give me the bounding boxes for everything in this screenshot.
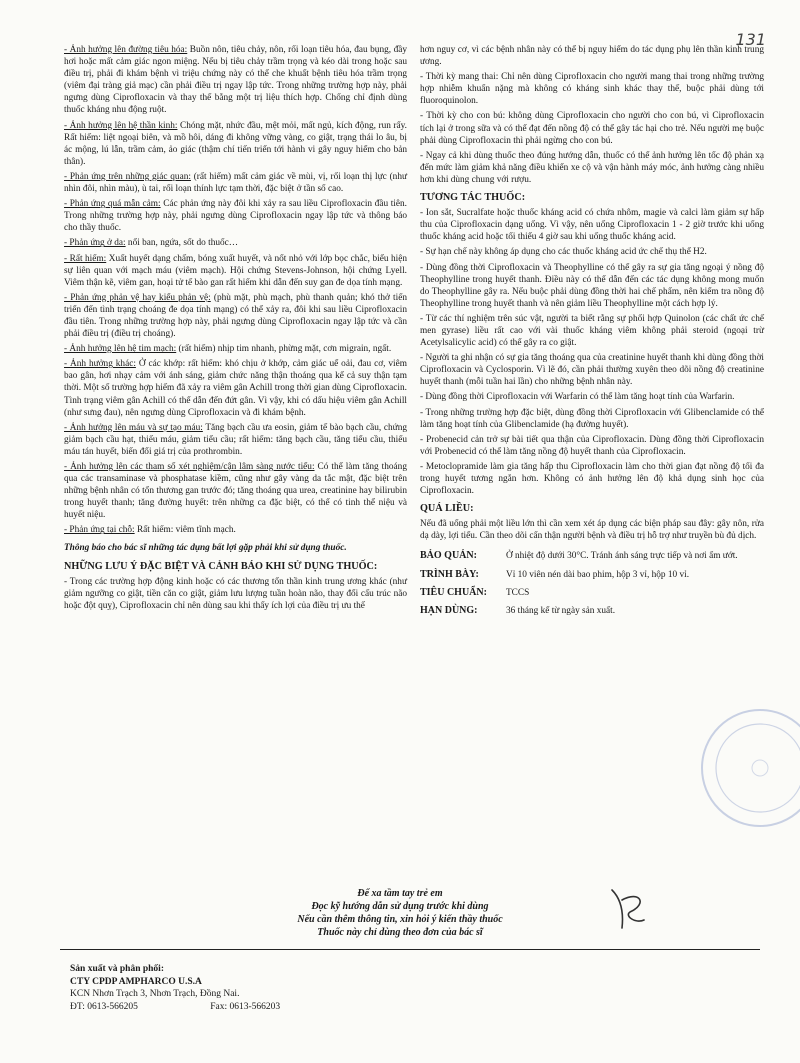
storage-row [420,550,764,562]
interaction-item: - Người ta ghi nhận có sự gia tăng thoáng qua của creatinine huyết thanh khi dùng đồng thời Ciprofloxacin và Cyclosporin. Vì lẽ đó, cần phải thường xuyên theo dõi nồng độ creatinine huyết thanh (mỗi tuần hai lần) cho những bệnh nhân này. [420,353,764,388]
para-hypersens: - Phản ứng quá mẫn cảm: Các phản ứng này đôi khi xảy ra sau liều Ciprofloxacin đầu tiên. Trong những trường hợp này, phải ngưng dùng Ciprofloxacin ngay lập tức và thông báo cho thầy thuốc. [64,199,407,234]
storage-label: BẢO QUẢN: [420,550,477,562]
para-neuro: - Ảnh hưởng lên hệ thần kinh: Chóng mặt, nhức đầu, mệt mỏi, mất ngủ, kích động, run rẩy. Rất hiếm: liệt ngoại biên, và mồ hôi, dáng đi không vững vàng, co giật, trạng thái lo âu, bị ác mộng, lú lẫn, trầm cảm, ảo giác (thậm chí tiến triển tới hành vi gây nguy hiểm cho bản thân). [64,120,407,167]
contact-line [70,1001,280,1014]
interaction-item: - Trong những trường hợp đặc biệt, dùng đồng thời Ciprofloxacin với Glibenclamide có thể làm tăng hoạt tính của Glibenclamide (hạ đường huyết). [420,407,764,430]
para-anaphylaxis: - Phản ứng phản vệ hay kiểu phản vệ: (phù mặt, phù mạch, phù thanh quản; khó thở tiến triển đến tình trạng choáng đe dọa tính mạng) có thể xảy ra, đôi khi sau liều Ciprofloxacin đầu tiên. Trong những trường hợp này, phải ngưng dùng Ciprofloxacin ngay lập tức và cần phải điều trị (điều trị choáng). [64,292,408,340]
interaction-item: - Metoclopramide làm gia tăng hấp thu Ciprofloxacin làm cho thời gian đạt nồng độ tối đa trong huyết tương ngắn hơn. Không có ảnh hưởng lên độ khả dụng sinh học của Ciprofloxacin. [420,461,764,497]
page-number: 131 [735,30,766,49]
interaction-item: - Dùng đồng thời Ciprofloxacin và Theophylline có thể gây ra sự gia tăng ngoại ý nồng độ Theophylline trong huyết thanh. Điều này có thể dẫn đến các tác dụng không mong muốn do Theophylline gây ra. Nếu buộc phải dùng đồng thời hai chế phẩm, nên kiểm tra nồng độ Theophylline trong huyết thanh và nên giảm liều Theophylline một cách hợp lý. [420,262,764,309]
para-breastfeeding: - Thời kỳ cho con bú: không dùng Ciprofloxacin cho người cho con bú, vì Ciprofloxacin tích lại ở trong sữa và có thể đạt đến nồng độ có thể gây tác hại cho trẻ. Nếu người mẹ buộc phải dùng Ciprofloxacin thì phải ngừng cho con bú. [420,111,764,146]
para-blood: - Ảnh hưởng lên máu và sự tạo máu: Tăng bạch cầu ưa eosin, giảm tế bào bạch cầu, chứng giảm bạch cầu hạt, thiếu máu, giảm tiểu cầu; rất hiếm: tăng bạch cầu, tăng tiểu cầu, thiếu máu tán huyết, biến đổi giá trị của prothrombin. [64,422,407,457]
packaging-row [420,569,764,581]
warning-line: Để xa tầm tay trẻ em [357,888,443,899]
para-other: - Ảnh hưởng khác: Ở các khớp: rất hiếm: khó chịu ở khớp, cảm giác uể oải, đau cơ, viêm bao gân, hơi nhạy cảm với ánh sáng, giảm chức năng thận thoáng qua kể cả suy thận tạm thời. Một số trường hợp hiếm đã xảy ra viêm gân Achill trong thời gian dùng Ciprofloxacin. Tình trạng viêm gân Achill có thể dẫn đến đứt gân. Vì vậy, khi có dấu hiệu viêm gân Achill (như sưng đau), nên ngưng dùng Ciprofloxacin và đi khám bệnh. [64,359,407,418]
warning-line: Đọc kỹ hướng dẫn sử dụng trước khi dùng [311,901,489,912]
warnings-block [0,887,800,939]
packaging-value: Vỉ 10 viên nén dài bao phim, hộp 3 vỉ, hộp 10 vỉ. [506,569,690,580]
left-column [64,44,407,615]
expiry-row [420,605,764,617]
para-cardio: - Ảnh hưởng lên hệ tim mạch: (rất hiếm) nhịp tim nhanh, phừng mặt, cơn migrain, ngất. [64,344,392,355]
interactions-title: TƯƠNG TÁC THUỐC: [420,192,526,204]
interaction-item: - Ion sắt, Sucralfate hoặc thuốc kháng acid có chứa nhôm, magie và calci làm giảm sự hấp thu của Ciprofloxacin dạng uống. Vì vậy, nên uống Ciprofloxacin 1 - 2 giờ trước khi uống thuốc kháng acid hoặc tối thiểu 4 giờ sau khi uống thuốc kháng acid. [420,208,764,243]
footer-label: Sản xuất và phân phối: [70,964,164,974]
storage-value: Ở nhiệt độ dưới 30°C. Tránh ánh sáng trực tiếp và nơi ẩm ướt. [506,551,738,562]
company-address: KCN Nhơn Trạch 3, Nhơn Trạch, Đồng Nai. [70,989,240,999]
company-name: CTY CPDP AMPHARCO U.S.A [70,976,202,987]
para-driving: - Ngay cả khi dùng thuốc theo đúng hướng dẫn, thuốc có thể ảnh hưởng lên tốc độ phản xạ đến mức làm giảm khả năng điều khiển xe cộ và vận hành máy móc, ảnh hưởng càng nhiều hơn khi dùng chung với rượu. [420,150,764,185]
para-skin: - Phản ứng ở da: nổi ban, ngứa, sốt do thuốc… [64,238,239,249]
manufacturer-footer [70,963,280,1013]
para-gi: - Ảnh hưởng lên đường tiêu hóa: Buồn nôn, tiêu chảy, nôn, rối loạn tiêu hóa, đau bụng, đầy hơi hoặc mất cảm giác ngon miệng. Nếu bị tiêu chảy trầm trọng và kéo dài trong hoặc sau điều trị, phải đi khám bệnh vì triệu chứng này có thể che khuất bệnh tiêu hóa trầm trọng (viêm đại tràng giả mạc) cần phải điều trị ngay lập tức. Trong những trường hợp này, phải ngưng dùng Ciprofloxacin và thay thế bằng một trị liệu thích hợp. Chống chỉ định dùng thuốc kháng nhu động ruột. [64,45,407,116]
standard-value: TCCS [506,587,530,598]
para-labs: - Ảnh hưởng lên các tham số xét nghiệm/cận lâm sàng nước tiểu: Có thể làm tăng thoáng qua các transaminase và phosphatase kiềm, cũng như gây vàng da tắc mật, đặc biệt trên những bệnh nhân có tổn thương gan trước đó; tăng thoáng qua urea, creatinine hay bilirubin trong huyết thanh; tăng đường huyết: trên những ca đặc biệt, có thể có tinh thể niệu và huyết niệu. [64,462,407,521]
standard-row [420,587,764,599]
interaction-item: - Sự hạn chế này không áp dụng cho các thuốc kháng acid ức chế thụ thể H2. [420,247,707,258]
para-pregnancy: - Thời kỳ mang thai: Chỉ nên dùng Ciprofloxacin cho người mang thai trong những trường hợp nhiễm khuẩn nặng mà không có kháng sinh khác thay thế, buộc phải dùng tới fluoroquinolon. [420,72,764,107]
warnings-section-title: NHỮNG LƯU Ý ĐẶC BIỆT VÀ CẢNH BÁO KHI SỬ DỤNG THUỐC: [64,560,378,572]
phone-number: ĐT: 0613-566205 [70,1001,138,1012]
approval-stamp-icon [690,688,800,838]
warning-line: Thuốc này chỉ dùng theo đơn của bác sĩ [317,927,483,938]
para-senses: - Phản ứng trên những giác quan: (rất hiếm) mất cảm giác về mùi, vị, rối loạn thị lực (như nhìn đôi, nhìn màu), ù tai, rối loạn thính lực tạm thời, đặc biệt ở tần số cao. [64,171,408,195]
warning-line: Nếu cần thêm thông tin, xin hỏi ý kiến thầy thuốc [297,914,503,925]
fax-number: Fax: 0613-566203 [210,1001,281,1012]
footer-divider [60,949,760,950]
overdose-text: Nếu đã uống phải một liều lớn thì cần xem xét áp dụng các biện pháp sau đây: gây nôn, rửa dạ dày, lợi tiểu. Cần theo dõi cẩn thận người bệnh và điều trị hỗ trợ như truyền bù đủ dịch. [420,519,764,542]
overdose-title: QUÁ LIỀU: [420,503,474,515]
para-rare: - Rất hiếm: Xuất huyết dạng chấm, bóng xuất huyết, và nốt nhỏ với lớp bọc chắc, biểu hiện sự liên quan với mạch máu (viêm mạch). Hội chứng Stevens-Johnson, hội chứng Lyell. Viêm thận kẽ, viêm gan, hoại tử tế bào gan rất hiếm khi dẫn đến suy gan đe dọa tính mạng. [64,253,407,288]
adverse-note: Thông báo cho bác sĩ những tác dụng bất lợi gặp phải khi sử dụng thuốc. [64,542,347,553]
right-column [420,44,764,623]
interaction-item: - Dùng đồng thời Ciprofloxacin với Warfarin có thể làm tăng hoạt tính của Warfarin. [420,392,735,403]
warnings-section-text: - Trong các trường hợp động kinh hoặc có các thương tổn thần kinh trung ương khác (như giảm ngưỡng co giật, tiền căn co giật, giảm lưu lượng tuần hoàn não, thay đổi cấu trúc não hoặc đột quỵ), Ciprofloxacin chỉ nên dùng sau khi thấy ích lợi của điều trị ưu thế [64,576,407,611]
interaction-item: - Từ các thí nghiệm trên súc vật, người ta biết rằng sự phối hợp Quinolon (các chất ức chế men gyrase) liều rất cao với vài thuốc kháng viêm không phải steroid (ngoại trừ Acetylsalicylic acid) có thể gây ra co giật. [420,313,764,349]
expiry-label: HẠN DÙNG: [420,604,478,616]
para-local: - Phản ứng tại chỗ: Rất hiếm: viêm tĩnh mạch. [64,525,236,536]
standard-label: TIÊU CHUẨN: [420,586,487,598]
packaging-label: TRÌNH BÀY: [420,568,479,580]
para-continued: hơn nguy cơ, vì các bệnh nhân này có thể bị nguy hiểm do tác dụng phụ lên thần kinh trung ương. [420,45,764,68]
interaction-item: - Probenecid cản trở sự bài tiết qua thận của Ciprofloxacin. Dùng đồng thời Ciprofloxacin với Probenecid có thể làm tăng nồng độ huyết thanh của Ciprofloxacin. [420,434,764,457]
expiry-value: 36 tháng kể từ ngày sản xuất. [506,605,616,616]
